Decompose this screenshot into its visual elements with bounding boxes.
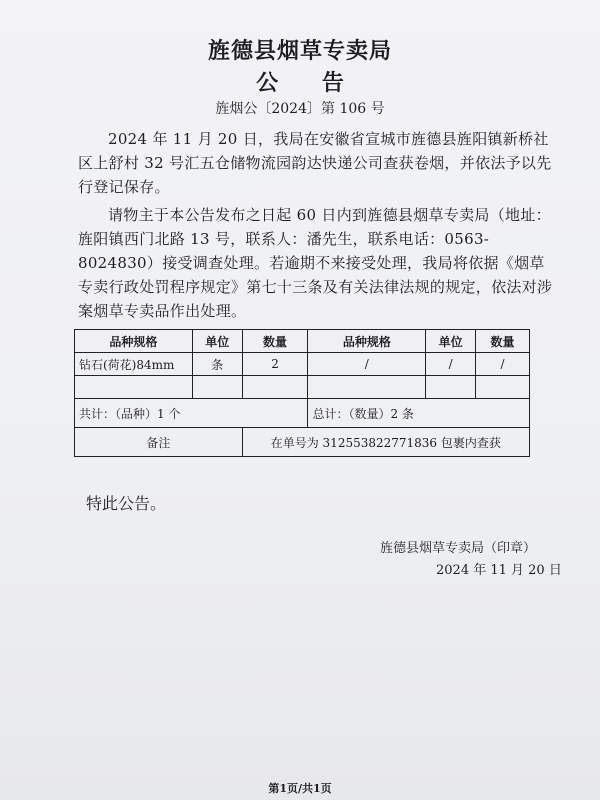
- col-header-unit-2: 单位: [426, 330, 476, 353]
- table-cell: [75, 376, 193, 399]
- table-totals-row: [75, 399, 530, 428]
- table-row: [75, 353, 530, 376]
- table-header-row: [75, 330, 530, 353]
- office-title: 旌德县烟草专卖局: [207, 38, 392, 64]
- table-cell: 2: [242, 353, 308, 376]
- table-remark-row: [75, 428, 530, 457]
- paragraph-instructions: 请物主于本公告发布之日起 60 日内到旌德县烟草专卖局（地址：旌阳镇西门北路 13 号，联系人：潘先生，联系电话：0563-8024830）接受调查处理。若逾期不来接受处理，我局将依据《烟草专卖行政处罚程序规定》第七十三条及有关法律法规的规定，依法对涉案烟草专卖品作出处理。: [78, 206, 553, 320]
- col-header-quantity-2: 数量: [476, 330, 530, 353]
- seized-items-table: [74, 329, 530, 457]
- page-number: 第1页/共1页: [268, 782, 332, 795]
- notice-title: 公 告: [256, 70, 362, 96]
- paragraph-seizure: 2024 年 11 月 20 日，我局在安徽省宣城市旌德县旌阳镇新桥社区上舒村 32 号汇五仓储物流园韵达快递公司查获卷烟，并依法予以先行登记保存。: [78, 130, 552, 196]
- table-cell: /: [308, 353, 426, 376]
- table-cell: 钻石(荷花)84mm: [75, 353, 193, 376]
- remark-value: 在单号为 312553822771836 包裹内查获: [242, 428, 529, 457]
- remark-label: 备注: [75, 428, 243, 457]
- col-header-variety-2: 品种规格: [308, 330, 426, 353]
- table-cell: /: [476, 353, 530, 376]
- closing-statement: 特此公告。: [86, 494, 167, 513]
- signature-org: 旌德县烟草专卖局（印章）: [380, 541, 537, 556]
- col-header-quantity: 数量: [242, 330, 308, 353]
- table-cell: 条: [192, 353, 242, 376]
- col-header-unit: 单位: [192, 330, 242, 353]
- signature-date: 2024 年 11 月 20 日: [436, 563, 562, 578]
- table-cell: [426, 376, 476, 399]
- table-cell: [476, 376, 530, 399]
- table-cell: [242, 376, 308, 399]
- table-cell: /: [426, 353, 476, 376]
- col-header-variety: 品种规格: [75, 330, 193, 353]
- total-varieties: 共计：（品种）1 个: [75, 399, 308, 428]
- total-quantity: 总计：（数量）2 条: [308, 399, 530, 428]
- table-row: [75, 376, 530, 399]
- document-number: 旌烟公〔2024〕第 106 号: [215, 101, 385, 117]
- table-cell: [308, 376, 426, 399]
- table-cell: [192, 376, 242, 399]
